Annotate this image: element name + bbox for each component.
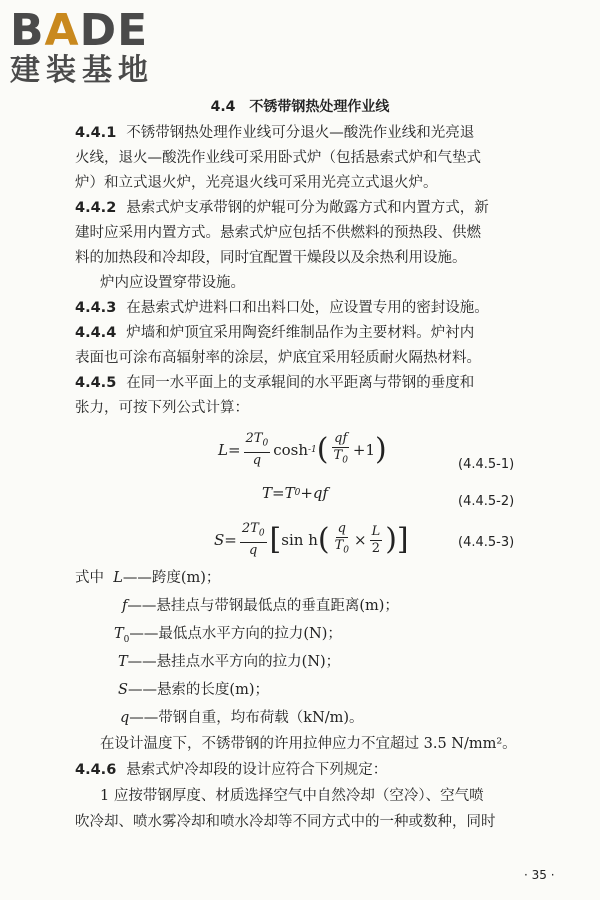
clause-number: 4.4.2 (75, 200, 117, 216)
denominator-text: T (334, 538, 344, 554)
definition-symbol: L (113, 570, 123, 586)
section-title (0, 96, 600, 116)
subscript: 0 (123, 634, 130, 645)
fraction-numerator (244, 431, 271, 453)
clause-number: 4.4.4 (75, 325, 117, 341)
clause-text: 悬索式炉支承带钢的炉辊可分为敞露方式和内置方式，新 (126, 200, 489, 216)
clause-4-4-1-line-2: 火线，退火—酸洗作业线可采用卧式炉（包括悬索式炉和气垫式 (75, 150, 481, 166)
clause-number: 4.4.5 (75, 375, 117, 391)
definition-row-4 (118, 680, 269, 700)
definition-intro: 式中 (75, 570, 104, 586)
clause-4-4-4-line-2: 表面也可涂布高辐射率的涂层，炉底宜采用轻质耐火隔热材料。 (75, 350, 481, 366)
denominator-text: T (333, 448, 343, 464)
formula-fraction (244, 431, 271, 469)
clause-text: 不锈带钢热处理作业线可分退火—酸洗作业线和光亮退 (126, 125, 475, 141)
multiply-sign: × (353, 531, 367, 549)
equation-number-3: (4.4.5-3) (458, 535, 515, 550)
clause-text: 悬索式炉冷却段的设计应符合下列规定： (126, 762, 388, 778)
formula-fraction-inner (332, 431, 350, 469)
clause-number: 4.4.6 (75, 762, 117, 778)
clause-4-4-1-line-3: 炉）和立式退火炉，光亮退火线可采用光亮立式退火炉。 (75, 175, 438, 191)
page-number: · 35 · (524, 868, 555, 882)
section-title-text: 不锈带钢热处理作业线 (249, 99, 390, 115)
fraction-numerator: qf (334, 431, 348, 447)
definition-row-1 (122, 596, 399, 616)
equation-number-2: (4.4.5-2) (458, 494, 515, 509)
formula-part-b: +qf (300, 484, 329, 502)
fraction-denominator: 2 (371, 540, 381, 556)
definition-text: ——悬挂点水平方向的拉力(N)； (127, 654, 341, 670)
subscript: 0 (258, 528, 265, 539)
item-1-line-2: 吹冷却、喷水雾冷却和喷水冷却等不同方式中的一种或数种，同时 (75, 814, 496, 830)
paren-close: ) (375, 432, 387, 467)
formula-fraction (240, 521, 267, 559)
numerator-text: 2T (245, 431, 263, 447)
fraction-denominator (333, 538, 351, 559)
clause-text: 炉墙和炉顶宜采用陶瓷纤维制品作为主要材料。炉衬内 (126, 325, 475, 341)
definition-row-2 (114, 624, 342, 650)
paren-close: ) (385, 522, 397, 557)
definition-row-3 (118, 652, 340, 672)
fraction-denominator: q (249, 542, 258, 558)
section-number: 4.4 (210, 99, 236, 115)
clause-4-4-2-extra: 炉内应设置穿带设施。 (100, 275, 245, 291)
fraction-numerator: L (371, 523, 381, 539)
bracket-close: ] (396, 522, 409, 557)
clause-text: 在悬索式炉进料口和出料口处，应设置专用的密封设施。 (126, 300, 489, 316)
fraction-numerator (240, 521, 267, 543)
subscript: 0 (342, 455, 348, 466)
fraction-denominator: q (252, 452, 262, 468)
formula-part-a: T=T (262, 484, 295, 502)
clause-4-4-1-line-1 (75, 123, 545, 143)
paren-open: ( (316, 432, 329, 467)
clause-4-4-2-line-3: 料的加热段和冷却段，同时宜配置干燥段以及余热利用设施。 (75, 250, 467, 266)
numerator-text: 2T (241, 521, 259, 537)
clause-number: 4.4.3 (75, 300, 117, 316)
clause-4-4-2-line-2: 建时应采用内置方式。悬索式炉应包括不供燃料的预热段、供燃 (75, 225, 481, 241)
function-name: sin h (281, 531, 318, 549)
definition-text: ——最低点水平方向的拉力(N)； (129, 626, 342, 642)
clause-4-4-3-line-1 (75, 298, 545, 318)
formula-lhs: S= (214, 531, 237, 549)
subscript: 0 (343, 545, 349, 556)
definition-text: ——悬挂点与带钢最低点的垂直距离(m)； (127, 598, 399, 614)
clause-number: 4.4.1 (75, 125, 117, 141)
item-1-line-1: 1 应按带钢厚度、材质选择空气中自然冷却（空冷）、空气喷 (100, 788, 484, 804)
formula-4-4-5-1 (218, 430, 387, 470)
logo-brand-suffix: DE (79, 5, 149, 56)
logo-brand (10, 5, 154, 56)
logo-subtitle: 建装基地 (10, 53, 154, 88)
subscript: 0 (262, 438, 269, 449)
definition-row-0 (75, 568, 220, 588)
formula-fraction-l2 (370, 524, 383, 557)
allowable-stress-note: 在设计温度下，不锈带钢的许用拉伸应力不宜超过 3.5 N/mm²。 (100, 736, 517, 752)
fraction-numerator: q (337, 521, 346, 537)
function-name: cosh (273, 441, 309, 459)
definition-row-5 (120, 708, 364, 728)
formula-fraction-inner (333, 521, 351, 559)
definition-text: ——悬索的长度(m)； (127, 682, 270, 698)
superscript: -1 (308, 445, 317, 455)
clause-4-4-5-line-1 (75, 373, 545, 393)
definition-text: ——跨度(m)； (122, 570, 221, 586)
equation-number-1: (4.4.5-1) (458, 457, 515, 472)
clause-4-4-4-line-1 (75, 323, 545, 343)
fraction-denominator (332, 448, 350, 469)
clause-4-4-6-line-1 (75, 760, 545, 780)
logo-brand-prefix: B (10, 5, 45, 56)
formula-tail: +1 (352, 441, 376, 459)
definition-symbol: q (120, 710, 130, 726)
definition-symbol: S (118, 682, 128, 698)
logo-brand-accent: A (44, 5, 80, 56)
paren-open: ( (317, 522, 330, 557)
clause-4-4-2-line-1 (75, 198, 545, 218)
clause-text: 在同一水平面上的支承辊间的水平距离与带钢的垂度和 (126, 375, 475, 391)
formula-lhs: L= (218, 441, 241, 459)
subscript: 0 (294, 488, 301, 498)
bracket-open: [ (269, 522, 282, 557)
definition-symbol: T (114, 626, 124, 642)
formula-4-4-5-2 (262, 478, 328, 508)
definition-symbol: T (118, 654, 128, 670)
definition-text: ——带钢自重，均布荷载（kN/m)。 (129, 710, 364, 726)
watermark-logo (10, 5, 154, 88)
formula-4-4-5-3 (214, 520, 409, 560)
definition-symbol: f (122, 598, 128, 614)
clause-4-4-5-line-2: 张力，可按下列公式计算： (75, 400, 249, 416)
